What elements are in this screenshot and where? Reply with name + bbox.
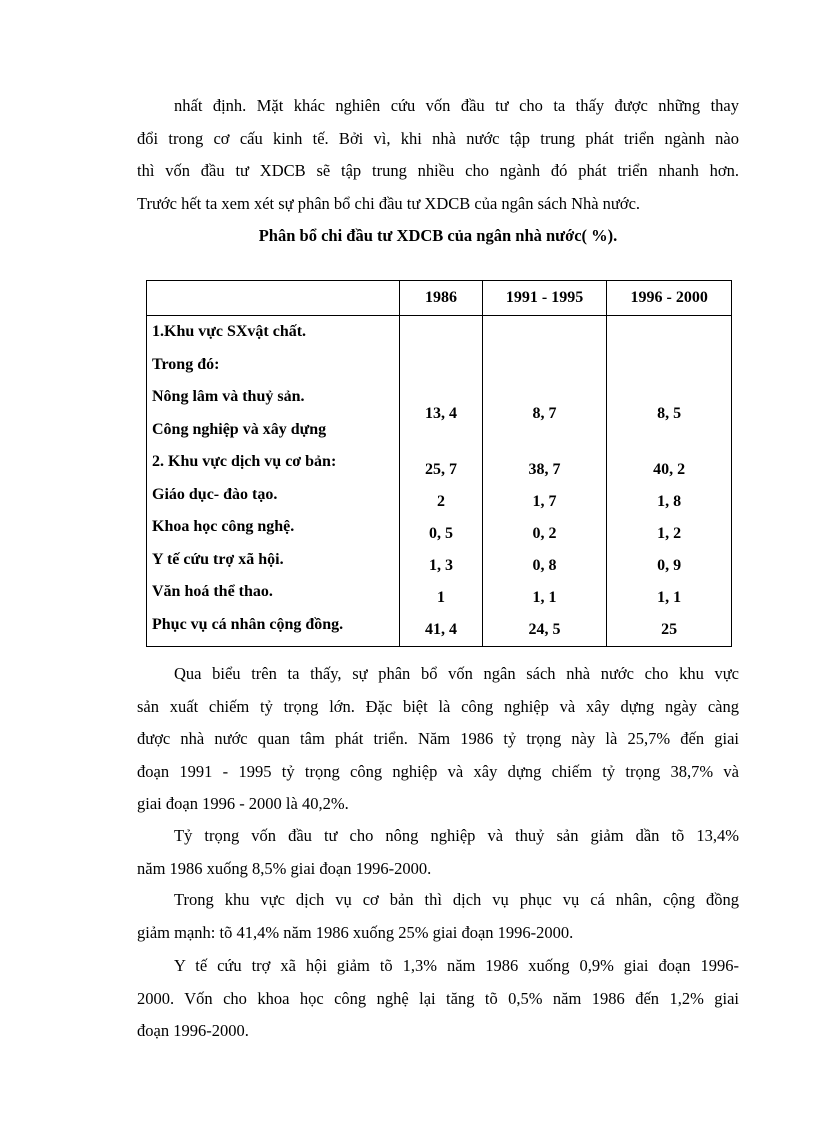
value-1991-1995: 24, 5 [528, 621, 561, 638]
intro-line: đổi trong cơ cấu kinh tế. Bởi vì, khi nhà nước tập trung phát triển ngành nào [137, 128, 739, 148]
table-header-row [147, 281, 732, 316]
value-1996-2000: 1, 1 [657, 589, 682, 606]
value-1996-2000: 1, 2 [657, 525, 682, 542]
paragraph-line: 2000. Vốn cho khoa học công nghệ lại tăng tõ 0,5% năm 1986 đến 1,2% giai [137, 988, 739, 1008]
category-cell [147, 316, 400, 647]
intro-paragraph [137, 90, 739, 220]
investment-allocation-table [146, 280, 732, 647]
analysis-paragraph [137, 884, 739, 949]
category-label: Trong đó: [152, 355, 220, 373]
intro-line: nhất định. Mặt khác nghiên cứu vốn đầu tư cho ta thấy được những thay [174, 96, 739, 115]
paragraph-line: Tỷ trọng vốn đầu tư cho nông nghiệp và thuỷ sản giảm dần tõ 13,4% [174, 826, 739, 845]
value-1996-2000: 8, 5 [657, 405, 682, 422]
header-cell-1986: 1986 [400, 281, 482, 316]
value-1986: 0, 5 [429, 525, 453, 542]
header-cell-1991-1995: 1991 - 1995 [482, 281, 607, 316]
category-label: Nông lâm và thuỷ sản. [152, 388, 305, 405]
paragraph-line: Y tế cứu trợ xã hội giảm tõ 1,3% năm 1986 xuống 0,9% giai đoạn 1996- [174, 956, 739, 975]
paragraph-line: đoạn 1991 - 1995 tỷ trọng công nghiệp và xây dựng chiếm tỷ trọng 38,7% và [137, 761, 739, 781]
header-cell-empty [147, 281, 400, 316]
table-body-row [147, 316, 732, 647]
analysis-paragraph [137, 950, 739, 1048]
paragraph-line: được nhà nước quan tâm phát triển. Năm 1986 tỷ trọng này là 25,7% đến giai [137, 729, 739, 748]
value-1996-2000: 0, 9 [657, 557, 682, 574]
category-label: Giáo dục- đào tạo. [152, 485, 278, 503]
category-label: Phục vụ cá nhân cộng đồng. [152, 615, 344, 633]
value-1986: 1 [437, 589, 445, 606]
category-label: Công nghiệp và xây dựng [152, 420, 327, 438]
paragraph-line: năm 1986 xuống 8,5% giai đoạn 1996-2000. [137, 858, 432, 878]
value-1986: 1, 3 [429, 557, 453, 574]
paragraph-line: Qua biểu trên ta thấy, sự phân bổ vốn ngân sách nhà nước cho khu vực [174, 664, 739, 683]
value-1986: 2 [437, 493, 445, 510]
value-1986: 13, 4 [425, 405, 457, 422]
value-1986: 41, 4 [425, 621, 457, 638]
category-label: Y tế cứu trợ xã hội. [152, 550, 284, 568]
value-1996-2000: 25 [661, 621, 678, 638]
values-cell-1986 [400, 316, 482, 647]
value-1991-1995: 38, 7 [528, 461, 561, 478]
value-1991-1995: 8, 7 [532, 405, 557, 422]
value-1996-2000: 1, 8 [657, 493, 682, 510]
analysis-paragraph [137, 658, 739, 821]
paragraph-line: giảm mạnh: tõ 41,4% năm 1986 xuống 25% giai đoạn 1996-2000. [137, 922, 574, 942]
analysis-paragraph [137, 820, 739, 885]
value-1991-1995: 0, 8 [532, 557, 557, 574]
value-1991-1995: 1, 1 [532, 589, 557, 606]
paragraph-line: giai đoạn 1996 - 2000 là 40,2%. [137, 794, 349, 813]
value-1996-2000: 40, 2 [653, 461, 686, 478]
category-label: Văn hoá thể thao. [152, 583, 273, 600]
values-cell-1991-1995 [482, 316, 607, 647]
category-label: 2. Khu vực dịch vụ cơ bản: [152, 453, 337, 470]
value-1991-1995: 0, 2 [532, 525, 557, 542]
header-cell-1996-2000: 1996 - 2000 [607, 281, 732, 316]
table-caption: Phân bổ chi đầu tư XDCB của ngân nhà nước( %). [258, 226, 618, 245]
value-1986: 25, 7 [425, 461, 457, 478]
values-cell-1996-2000 [607, 316, 732, 647]
paragraph-line: sản xuất chiếm tỷ trọng lớn. Đặc biệt là công nghiệp và xây dựng ngày càng [137, 696, 739, 716]
intro-line: thì vốn đầu tư XDCB sẽ tập trung nhiều cho ngành đó phát triển nhanh hơn. [137, 161, 739, 180]
paragraph-line: Trong khu vực dịch vụ cơ bản thì dịch vụ phục vụ cá nhân, cộng đồng [174, 890, 739, 909]
value-1991-1995: 1, 7 [532, 493, 557, 510]
category-label: 1.Khu vực SXvật chất. [152, 323, 307, 340]
paragraph-line: đoạn 1996-2000. [137, 1021, 249, 1040]
category-label: Khoa học công nghệ. [152, 518, 295, 535]
intro-line: Trước hết ta xem xét sự phân bổ chi đầu tư XDCB của ngân sách Nhà nước. [137, 193, 641, 213]
